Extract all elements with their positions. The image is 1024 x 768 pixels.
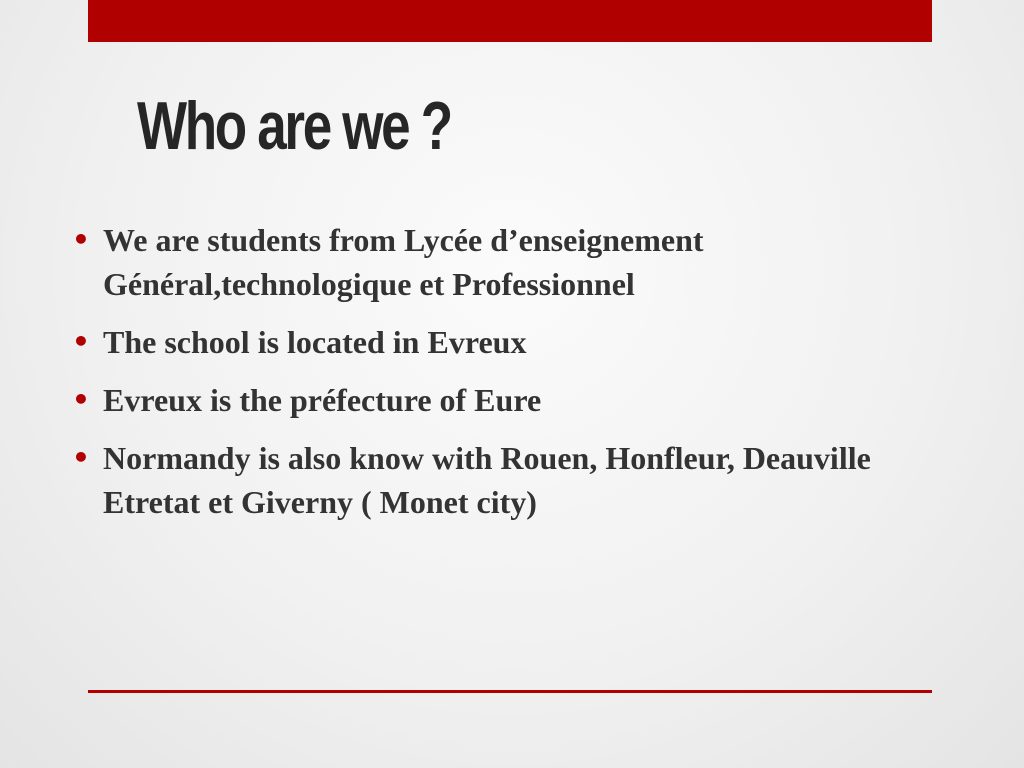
bullet-item [72,218,932,306]
bullet-item [72,320,932,364]
bottom-divider [88,690,932,693]
slide-title: Who are we ? [137,88,451,164]
bullet-text: The school is located in Evreux [103,324,527,360]
bullet-item [72,436,932,524]
bullet-list [72,218,932,538]
bullet-dot-icon: • [72,325,90,358]
bullet-dot-icon: • [72,383,90,416]
top-accent-bar [88,0,932,42]
bullet-dot-icon: • [72,441,90,474]
bullet-dot-icon: • [72,223,90,256]
bullet-text: Evreux is the préfecture of Eure [103,382,542,418]
bullet-item [72,378,932,422]
bullet-text: We are students from Lycée d’enseignement Général,technologique et Professionnel [103,222,704,302]
bullet-text: Normandy is also know with Rouen, Honfleur, Deauville Etretat et Giverny ( Monet city) [103,440,871,520]
